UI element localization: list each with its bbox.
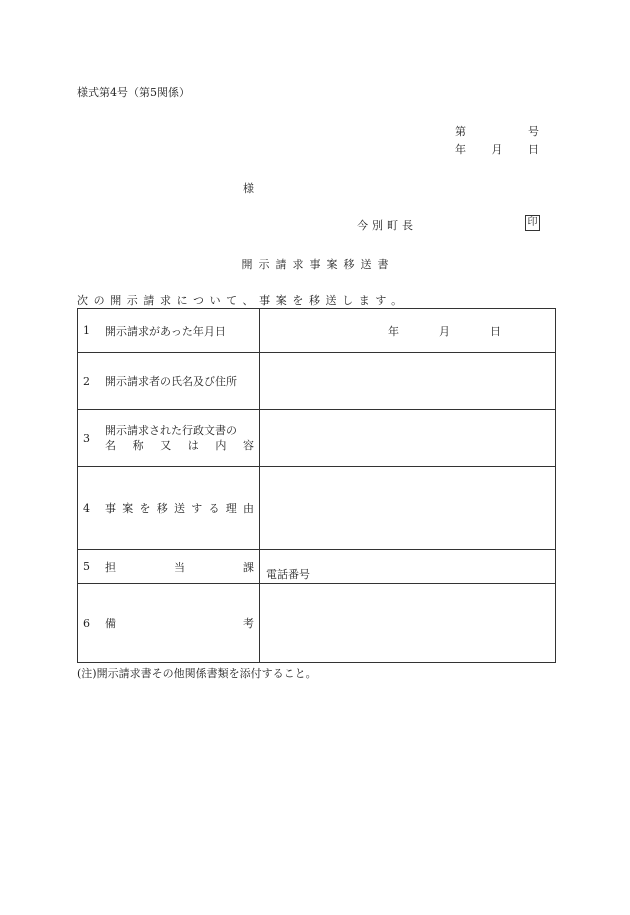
label-char: 又 xyxy=(160,439,172,452)
label-char: 課 xyxy=(243,560,254,574)
value-year: 年 xyxy=(388,324,399,338)
document-title: 開示請求事案移送書 xyxy=(241,258,395,271)
row-label-line2 xyxy=(105,438,254,453)
label-char: す xyxy=(191,502,203,515)
row-number: 2 xyxy=(83,374,90,388)
row-number: 1 xyxy=(83,324,90,337)
table-row xyxy=(78,353,556,410)
label-char: を xyxy=(139,502,151,515)
phone-number-label: 電話番号 xyxy=(266,568,310,581)
label-char: 理 xyxy=(225,502,237,515)
row-number: 5 xyxy=(83,560,90,573)
row-number: 4 xyxy=(83,501,90,515)
table-row xyxy=(78,467,556,550)
label-char: る xyxy=(208,502,220,515)
seal-icon xyxy=(525,215,540,231)
label-char: 称 xyxy=(132,439,144,452)
label-char: 備 xyxy=(105,617,116,630)
seal-char: 印 xyxy=(527,217,538,228)
row-label xyxy=(105,559,254,575)
label-char: 内 xyxy=(215,439,227,452)
row-label-cell xyxy=(78,467,260,550)
label-char: 送 xyxy=(174,502,185,515)
addressee: 様 xyxy=(243,182,254,195)
row-label-cell xyxy=(78,353,260,410)
date-year: 年 xyxy=(455,143,466,156)
row-label: 開示請求者の氏名及び住所 xyxy=(105,375,237,388)
doc-number-prefix: 第 xyxy=(455,125,466,138)
table-row xyxy=(78,584,556,663)
sender-name: 今別町長 xyxy=(357,219,417,232)
intro-text: 次の開示請求について、事案を移送します。 xyxy=(77,294,408,307)
table-row xyxy=(78,410,556,467)
label-char: 事 xyxy=(105,502,116,515)
label-char: 案 xyxy=(122,502,134,515)
row-label xyxy=(105,500,254,516)
label-char: 担 xyxy=(105,560,116,574)
row-label-cell xyxy=(78,410,260,467)
document-name-content-field[interactable] xyxy=(260,410,556,467)
label-char: 考 xyxy=(243,617,254,630)
footnote: (注)開示請求書その他関係書類を添付すること。 xyxy=(77,667,317,680)
request-table xyxy=(77,308,556,663)
table-row xyxy=(78,309,556,353)
value-day: 日 xyxy=(490,324,501,338)
date-month: 月 xyxy=(491,143,503,156)
date-day: 日 xyxy=(528,143,539,156)
document-number xyxy=(455,123,539,139)
row-number: 3 xyxy=(83,431,90,445)
row-label-cell xyxy=(78,584,260,663)
value-month: 月 xyxy=(439,324,450,338)
form-number: 様式第4号（第5関係） xyxy=(77,86,190,99)
remarks-field[interactable] xyxy=(260,584,556,663)
label-char: 容 xyxy=(242,439,254,452)
label-char: 移 xyxy=(156,502,168,515)
label-char: 由 xyxy=(243,502,254,515)
row-number: 6 xyxy=(83,616,90,630)
department-field[interactable] xyxy=(260,550,556,584)
label-char: 当 xyxy=(174,560,185,574)
table-row xyxy=(78,550,556,584)
transfer-reason-field[interactable] xyxy=(260,467,556,550)
requester-name-address-field[interactable] xyxy=(260,353,556,410)
doc-number-suffix: 号 xyxy=(528,125,539,138)
row-label xyxy=(105,615,254,631)
request-date-field[interactable] xyxy=(260,309,556,353)
document-date xyxy=(455,141,539,157)
row-label-line1: 開示請求された行政文書の xyxy=(105,424,237,437)
row-label-cell xyxy=(78,309,260,353)
row-label-cell xyxy=(78,550,260,584)
label-char: 名 xyxy=(105,439,116,452)
row-label: 開示請求があった年月日 xyxy=(105,324,226,338)
label-char: は xyxy=(187,439,199,452)
